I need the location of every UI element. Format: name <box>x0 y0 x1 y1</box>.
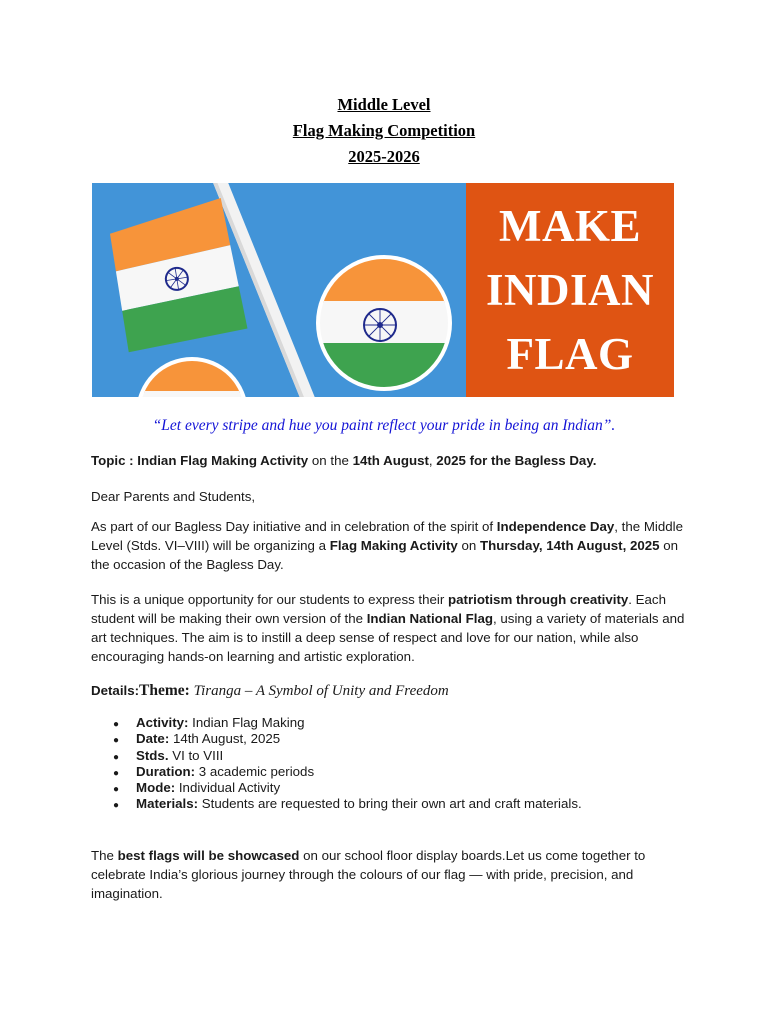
list-item <box>113 731 582 747</box>
closing-text-1: The <box>91 848 118 863</box>
list-item <box>113 764 582 780</box>
flag-photo <box>92 183 466 397</box>
bullet-value: 3 academic periods <box>195 763 315 779</box>
panel-word-indian: INDIAN <box>485 265 654 315</box>
bullet-label: Stds. <box>136 747 169 763</box>
title-year: 2025-2026 <box>348 147 420 166</box>
theme-value: Tiranga – A Symbol of Unity and Freedom <box>189 683 449 699</box>
bullet-icon: ● <box>113 784 120 796</box>
panel-word-make: MAKE <box>499 201 641 251</box>
theme-label: Theme: <box>139 682 190 699</box>
list-item <box>113 748 582 764</box>
para2-bold-1: patriotism through creativity <box>448 592 629 607</box>
make-indian-flag-panel <box>466 183 674 397</box>
bullet-label: Duration: <box>136 763 196 779</box>
paragraph-intro <box>91 517 691 574</box>
topic-line <box>91 451 691 470</box>
details-label: Details: <box>91 683 140 698</box>
para1-bold-2: Flag Making Activity <box>329 538 458 553</box>
details-line <box>91 682 691 700</box>
closing-bold-1: best flags will be showcased <box>117 848 300 863</box>
bullet-icon: ● <box>113 767 120 779</box>
greeting: Dear Parents and Students, <box>91 489 256 504</box>
paragraph-opportunity <box>91 590 691 666</box>
para2-text-2: . Each student will be making their own version of the <box>91 592 666 626</box>
title-level: Middle Level <box>337 95 431 114</box>
para1-text-4: on the occasion of the Bagless Day. <box>91 538 679 572</box>
panel-word-flag: FLAG <box>506 329 634 379</box>
para1-text-1: As part of our Bagless Day initiative and in celebration of the spirit of <box>91 519 497 534</box>
quote: “Let every stripe and hue you paint reflect your pride in being an Indian”. <box>152 417 616 434</box>
para1-text-3: on <box>457 538 480 553</box>
bullet-icon: ● <box>113 751 120 763</box>
para2-text-1: This is a unique opportunity for our students to express their <box>91 592 448 607</box>
para2-bold-2: Indian National Flag <box>366 611 494 626</box>
title-competition: Flag Making Competition <box>292 121 476 140</box>
para2-text-3: , using a variety of materials and art techniques. The aim is to instill a deep sense of respect and love for our nation, while also encouraging hands-on learning and artistic exploration. <box>91 611 685 664</box>
list-item <box>113 715 582 731</box>
bullet-icon: ● <box>113 800 120 812</box>
bullet-label: Materials: <box>136 796 199 812</box>
bullet-value: Indian Flag Making <box>188 715 305 730</box>
topic-date: 14th August <box>352 453 429 468</box>
paragraph-closing <box>91 846 691 903</box>
bullet-value: Students are requested to bring their own art and craft materials. <box>198 796 582 812</box>
bullet-label: Mode: <box>136 780 176 796</box>
bullet-icon: ● <box>113 719 120 730</box>
bullet-value: VI to VIII <box>168 747 224 763</box>
bullet-label: Date: <box>136 731 170 747</box>
closing-text-2: on our school floor display boards.Let us come together to celebrate India’s glorious journey through the colours of our flag — with pride, precision, and imagination. <box>91 848 646 901</box>
topic-label: Topic : Indian Flag Making Activity <box>91 453 309 468</box>
details-list <box>113 715 582 813</box>
bullet-icon: ● <box>113 735 120 747</box>
topic-rest: 2025 for the Bagless Day. <box>436 453 597 468</box>
list-item <box>113 780 582 796</box>
bullet-label: Activity: <box>136 715 189 730</box>
banner-image <box>92 183 674 397</box>
list-item <box>113 796 582 812</box>
topic-text-2: , <box>428 453 437 468</box>
para1-bold-3: Thursday, 14th August, 2025 <box>480 538 660 553</box>
para1-bold-1: Independence Day <box>496 519 615 534</box>
para1-text-2: , the Middle Level (Stds. VI–VIII) will be organizing a <box>91 519 684 553</box>
bullet-value: 14th August, 2025 <box>169 731 281 747</box>
bullet-value: Individual Activity <box>175 780 281 796</box>
topic-text-1: on the <box>308 453 353 468</box>
